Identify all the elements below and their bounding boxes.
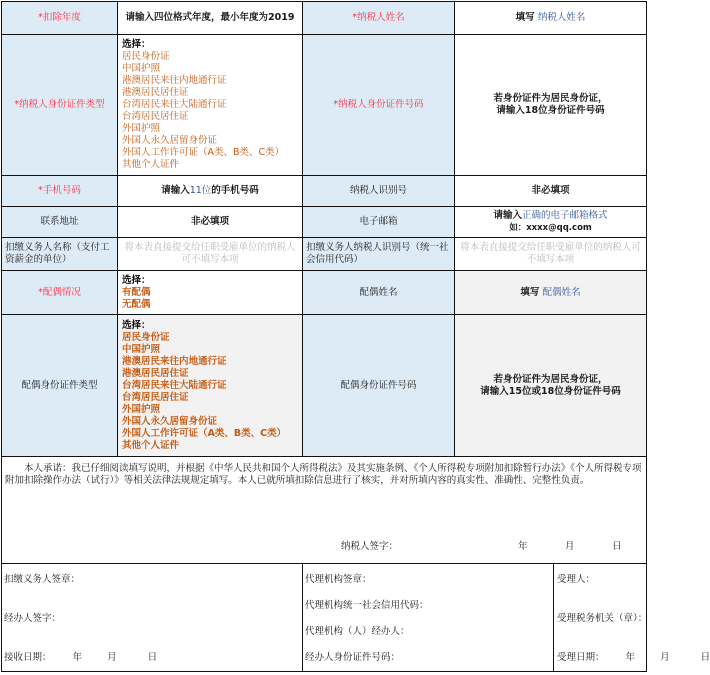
day-label: 日	[147, 652, 158, 663]
taxpayer-id-number-field[interactable]	[455, 35, 647, 176]
withholder-id-label: 扣缴义务人纳税人识别号（统一社会信用代码）	[303, 238, 455, 271]
address-field[interactable]: 非必填项	[118, 207, 303, 238]
declaration-text: 本人承诺：我已仔细阅读填写说明，并根据《中华人民共和国个人所得税法》及其实施条例、《个人所得税专项附加扣除暂行办法》《个人所得税专项附加扣除操作办法（试行）》等相关法律法规规定填写。本人已就所填扣除信息进行了核实，并对所填内容的真实性、准确性、完整性负责。	[5, 463, 642, 486]
option[interactable]: 有配偶	[122, 286, 151, 298]
spouse-id-type-label: 配偶身份证件类型	[2, 315, 118, 457]
option[interactable]: 外国人永久居留身份证	[122, 415, 218, 427]
tax-office-seal-label: 受理税务机关（章）：	[557, 613, 648, 624]
hint-prefix: 请输入	[493, 210, 522, 221]
option[interactable]: 中国护照	[122, 63, 161, 74]
handler-signature-label: 经办人签字：	[4, 613, 62, 624]
withholder-seal-label: 扣缴义务人签章：	[4, 574, 81, 585]
hint-prefix: 请输入	[161, 185, 190, 196]
accept-date-line	[557, 652, 710, 664]
option[interactable]: 港澳居民居住证	[122, 87, 189, 98]
taxpayer-id-field[interactable]: 非必填项	[455, 176, 647, 207]
option[interactable]: 无配偶	[122, 298, 151, 310]
agency-handler-label: 代理机构（人）经办人：	[305, 626, 410, 637]
spouse-id-number-label: 配偶身份证件号码	[303, 315, 455, 457]
option[interactable]: 台湾居民来往大陆通行证	[122, 99, 227, 110]
accept-date-label: 受理日期：	[557, 652, 605, 663]
agency-handler-id-label: 经办人身份证件号码：	[305, 652, 401, 663]
option[interactable]: 中国护照	[122, 343, 161, 355]
declaration-section	[2, 457, 647, 564]
received-date-line	[4, 652, 157, 664]
phone-label: *手机号码	[2, 176, 118, 207]
option[interactable]: 台湾居民居住证	[122, 391, 189, 403]
agency-signature-box	[303, 564, 553, 671]
option[interactable]: 居民身份证	[122, 51, 170, 62]
divider	[553, 563, 554, 672]
agency-seal-label: 代理机构签章：	[305, 574, 372, 585]
day-label: 日	[612, 541, 622, 552]
hint-prefix: 填写	[520, 286, 540, 298]
hint-highlight: 11位	[189, 185, 212, 196]
deduction-year-field[interactable]: 请输入四位格式年度，最小年度为2019	[118, 2, 303, 35]
hint-highlight: 配偶姓名	[542, 286, 581, 298]
taxpayer-signature-label: 纳税人签字：	[341, 541, 399, 552]
option[interactable]: 港澳居民来往内地通行证	[122, 75, 227, 86]
withholder-signature-box	[2, 564, 303, 672]
choose-heading: 选择：	[122, 274, 151, 286]
hint-line-2: 请输入15位或18位身份证件号码	[480, 385, 621, 397]
hint-line-1: 若身份证件为居民身份证，	[493, 93, 608, 104]
hint-example: 如：xxxx@qq.com	[509, 223, 592, 233]
deduction-info-table	[1, 1, 710, 672]
phone-field[interactable]	[118, 176, 303, 207]
withholder-name-label: 扣缴义务人名称（支付工资薪金的单位）	[2, 238, 118, 271]
spouse-name-label: 配偶姓名	[303, 271, 455, 315]
choose-heading: 选择：	[122, 39, 151, 50]
agency-and-tax-office-box	[303, 564, 710, 672]
spouse-id-type-select[interactable]	[118, 315, 303, 457]
deduction-year-label: *扣除年度	[2, 2, 118, 35]
received-date-label: 接收日期：	[4, 652, 52, 663]
option[interactable]: 港澳居民来往内地通行证	[122, 355, 227, 367]
taxpayer-id-type-label: *纳税人身份证件类型	[2, 35, 118, 176]
hint-suffix: 的手机号码	[211, 185, 259, 196]
hint-line-1: 若身份证件为居民身份证，	[493, 373, 608, 385]
month-label: 月	[107, 652, 117, 663]
tax-office-box	[555, 564, 710, 671]
month-label: 月	[660, 652, 670, 663]
option[interactable]: 外国人工作许可证（A类、B类、C类）	[122, 427, 287, 439]
taxpayer-id-type-select[interactable]	[118, 35, 303, 176]
email-label: 电子邮箱	[303, 207, 455, 238]
choose-heading: 选择：	[122, 319, 151, 331]
email-field[interactable]	[455, 207, 647, 238]
option[interactable]: 居民身份证	[122, 331, 170, 343]
year-label: 年	[625, 652, 636, 663]
option[interactable]: 外国护照	[122, 403, 161, 415]
year-label: 年	[518, 541, 528, 552]
hint-highlight: 纳税人姓名	[537, 12, 586, 23]
taxpayer-name-label: *纳税人姓名	[303, 2, 455, 35]
hint-highlight: 正确的电子邮箱格式	[522, 210, 608, 221]
spouse-status-select[interactable]	[118, 271, 303, 315]
option[interactable]: 外国人工作许可证（A类、B类、C类）	[122, 147, 285, 158]
address-label: 联系地址	[2, 207, 118, 238]
option[interactable]: 外国护照	[122, 123, 161, 134]
year-label: 年	[72, 652, 83, 663]
taxpayer-name-field[interactable]	[455, 2, 647, 35]
month-label: 月	[565, 541, 575, 552]
option[interactable]: 港澳居民居住证	[122, 367, 189, 379]
day-label: 日	[700, 652, 710, 663]
taxpayer-signature-line	[2, 541, 646, 555]
spouse-status-label: *配偶情况	[2, 271, 118, 315]
spouse-id-number-field[interactable]	[455, 315, 647, 457]
agency-credit-code-label: 代理机构统一社会信用代码：	[305, 600, 429, 611]
withholder-name-field[interactable]: 将本表直接提交给任职受雇单位的纳税人可不填写本项	[118, 238, 303, 271]
taxpayer-id-number-label: *纳税人身份证件号码	[303, 35, 455, 176]
option[interactable]: 台湾居民来往大陆通行证	[122, 379, 227, 391]
hint-prefix: 填写	[515, 12, 535, 23]
receiver-label: 受理人：	[557, 574, 596, 585]
spouse-name-field[interactable]	[455, 271, 647, 315]
option[interactable]: 台湾居民居住证	[122, 111, 189, 122]
option[interactable]: 其他个人证件	[122, 159, 180, 170]
option[interactable]: 外国人永久居留身份证	[122, 135, 218, 146]
withholder-id-field[interactable]: 将本表直接提交给任职受雇单位的纳税人可不填写本项	[455, 238, 647, 271]
taxpayer-id-label: 纳税人识别号	[303, 176, 455, 207]
hint-line-2: 请输入18位身份证件号码	[496, 105, 605, 116]
option[interactable]: 其他个人证件	[122, 439, 180, 451]
